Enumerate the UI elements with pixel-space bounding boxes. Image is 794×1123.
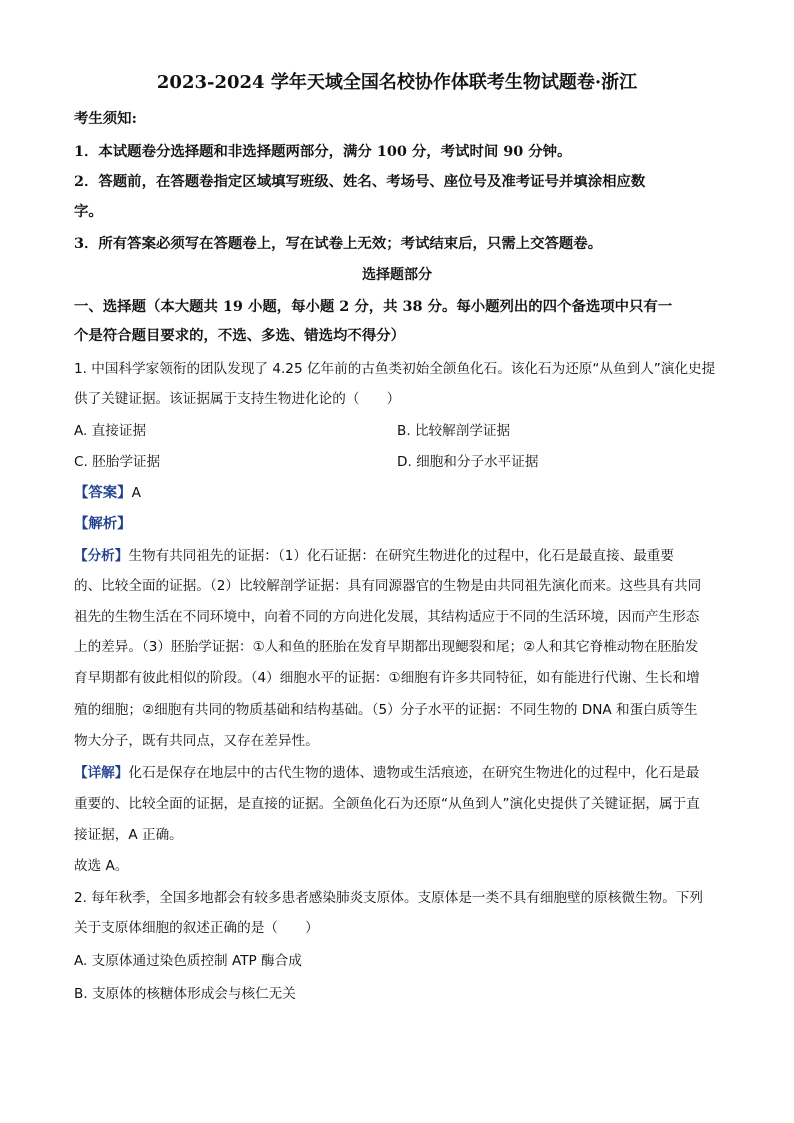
- q1-fenxi-line-7: 物大分子，既有共同点，又存在差异性。: [74, 733, 319, 749]
- q1-option-d: D. 细胞和分子水平证据: [397, 454, 539, 470]
- q1-conclusion: 故选 A。: [74, 858, 129, 874]
- q2-option-a: A. 支原体通过染色质控制 ATP 酶合成: [74, 953, 302, 969]
- part-header-line-1: 一、选择题（本大题共 19 小题，每小题 2 分，共 38 分。每小题列出的四个备选项中只有一: [74, 298, 673, 315]
- q1-option-c: C. 胚胎学证据: [74, 454, 161, 470]
- q1-fenxi-line-4: 上的差异。（3）胚胎学证据：①人和鱼的胚胎在发育早期都出现鳃裂和尾；②人和其它脊椎动物在胚胎发: [74, 639, 699, 655]
- notice-item-2-cont: 字。: [74, 203, 103, 220]
- fenxi-tag: 【分析】: [74, 548, 129, 564]
- analysis-tag: 【解析】: [74, 515, 132, 532]
- q1-stem-line-2: 供了关键证据。该证据属于支持生物进化论的（ ）: [74, 391, 401, 407]
- notice-item-1: 1．本试题卷分选择题和非选择题两部分，满分 100 分，考试时间 90 分钟。: [74, 143, 572, 160]
- fenxi-text: 生物有共同祖先的证据：（1）化石证据：在研究生物进化的过程中，化石是最直接、最重要: [128, 548, 674, 564]
- q1-fenxi-line-3: 祖先的生物生活在不同环境中，向着不同的方向进化发展，其结构适应于不同的生活环境，因而产生形态: [74, 609, 700, 625]
- q1-xiangjie-line-1: [74, 763, 699, 783]
- answer-tag: 【答案】: [74, 484, 132, 501]
- q2-option-b: B. 支原体的核糖体形成会与核仁无关: [74, 986, 296, 1002]
- q1-fenxi-line-2: 的、比较全面的证据。（2）比较解剖学证据：具有同源器官的生物是由共同祖先演化而来。这些具有共同: [74, 578, 702, 594]
- q1-stem-line-1: 1. 中国科学家领衔的团队发现了 4.25 亿年前的古鱼类初始全颌鱼化石。该化石为还原“从鱼到人”演化史提: [74, 361, 716, 377]
- q1-answer-row: [74, 483, 141, 503]
- page-title: 2023-2024 学年天域全国名校协作体联考生物试题卷·浙江: [156, 72, 638, 93]
- answer-value: A: [131, 485, 141, 501]
- q1-analysis-tag-row: [74, 514, 132, 534]
- section-title: 选择题部分: [362, 267, 432, 283]
- notice-item-2: 2．答题前，在答题卷指定区域填写班级、姓名、考场号、座位号及准考证号并填涂相应数: [74, 173, 646, 190]
- q1-fenxi-line-1: [74, 546, 674, 566]
- notice-heading: 考生须知:: [74, 110, 137, 127]
- q1-xiangjie-line-2: 重要的、比较全面的证据，是直接的证据。全颌鱼化石为还原“从鱼到人”演化史提供了关键证据，属于直: [74, 796, 700, 812]
- q1-option-b: B. 比较解剖学证据: [397, 423, 511, 439]
- xiangjie-text: 化石是保存在地层中的古代生物的遗体、遗物或生活痕迹，在研究生物进化的过程中，化石是最: [128, 765, 700, 781]
- q1-xiangjie-line-3: 接证据，A 正确。: [74, 827, 183, 843]
- part-header-line-2: 个是符合题目要求的，不选、多选、错选均不得分）: [74, 327, 405, 344]
- q1-fenxi-line-5: 育早期都有彼此相似的阶段。（4）细胞水平的证据：①细胞有许多共同特征，如有能进行代谢、生长和增: [74, 670, 700, 686]
- q1-fenxi-line-6: 殖的细胞；②细胞有共同的物质基础和结构基础。（5）分子水平的证据：不同生物的 DNA 和蛋白质等生: [74, 702, 698, 718]
- xiangjie-tag: 【详解】: [74, 765, 129, 781]
- q1-option-a: A. 直接证据: [74, 423, 147, 439]
- notice-item-3: 3．所有答案必须写在答题卷上，写在试卷上无效；考试结束后，只需上交答题卷。: [74, 235, 603, 252]
- q2-stem-line-2: 关于支原体细胞的叙述正确的是（ ）: [74, 920, 319, 936]
- q2-stem-line-1: 2. 每年秋季，全国多地都会有较多患者感染肺炎支原体。支原体是一类不具有细胞壁的原核微生物。下列: [74, 890, 704, 906]
